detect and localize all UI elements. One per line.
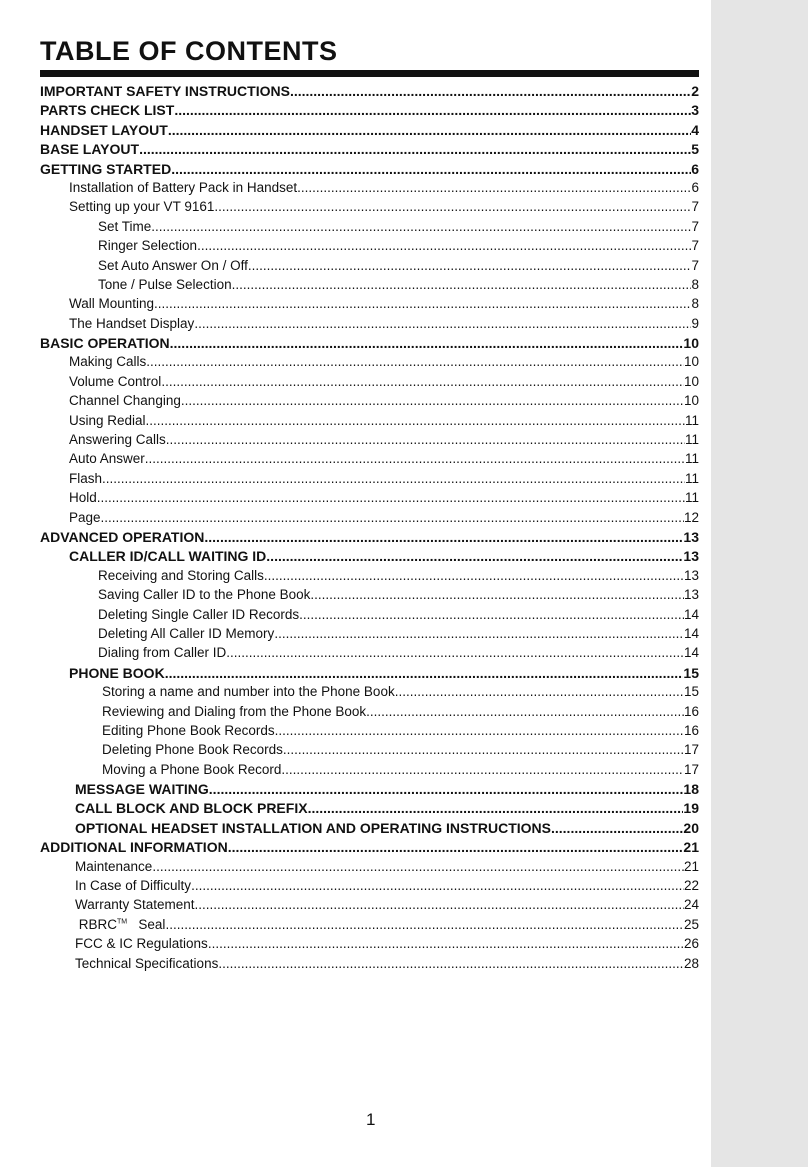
toc-leader-dots xyxy=(170,335,684,351)
toc-entry[interactable] xyxy=(40,141,699,160)
toc-entry-page: 7 xyxy=(691,238,699,254)
toc-entry-page: 11 xyxy=(684,490,699,506)
toc-entry-page: 12 xyxy=(683,509,699,525)
toc-entry-label: Flash xyxy=(69,470,103,486)
toc-entry-page: 17 xyxy=(683,761,699,777)
toc-entry-label: Dialing from Caller ID xyxy=(98,645,227,661)
toc-entry-page: 13 xyxy=(683,548,699,565)
toc-entry-label: GETTING STARTED xyxy=(40,160,172,177)
toc-entry-page: 8 xyxy=(691,296,699,312)
toc-entry[interactable] xyxy=(40,296,699,315)
toc-entry[interactable] xyxy=(40,490,699,509)
toc-entry-label: OPTIONAL HEADSET INSTALLATION AND OPERATING INSTRUCTIONS xyxy=(75,819,551,836)
toc-entry-page: 7 xyxy=(691,257,699,273)
toc-entry-page: 11 xyxy=(684,412,699,428)
toc-entry[interactable] xyxy=(40,839,699,858)
toc-entry[interactable] xyxy=(40,122,699,141)
toc-leader-dots xyxy=(165,917,684,932)
toc-leader-dots xyxy=(165,665,684,681)
toc-entry[interactable] xyxy=(40,548,699,567)
toc-leader-dots xyxy=(226,645,684,660)
toc-entry-page: 14 xyxy=(683,606,699,622)
toc-entry-page: 24 xyxy=(683,897,699,913)
toc-entry-label: Volume Control xyxy=(69,373,162,389)
page-title: TABLE OF CONTENTS xyxy=(40,36,338,66)
toc-entry-label: Editing Phone Book Records xyxy=(102,722,275,738)
toc-entry[interactable] xyxy=(40,432,699,451)
toc-entry[interactable] xyxy=(40,161,699,180)
toc-leader-dots xyxy=(166,432,685,447)
toc-entry-label: Saving Caller ID to the Phone Book xyxy=(98,587,311,603)
toc-entry-page: 17 xyxy=(683,742,699,758)
toc-entry[interactable] xyxy=(40,859,699,878)
toc-entry-page: 8 xyxy=(691,276,699,292)
toc-entry-page: 16 xyxy=(683,722,699,738)
toc-leader-dots xyxy=(181,393,684,408)
table-of-contents xyxy=(40,83,699,975)
toc-leader-dots xyxy=(218,956,684,971)
toc-entry[interactable] xyxy=(40,665,699,684)
toc-entry-label: Set Time xyxy=(98,218,152,234)
toc-entry-label: BASIC OPERATION xyxy=(40,335,170,352)
toc-entry-page: 15 xyxy=(683,664,699,681)
toc-leader-dots xyxy=(151,219,691,234)
toc-entry-label: ADDITIONAL INFORMATION xyxy=(40,839,228,856)
toc-leader-dots xyxy=(299,607,684,622)
toc-entry[interactable] xyxy=(40,510,699,529)
toc-entry[interactable] xyxy=(40,762,699,781)
toc-entry-label: PARTS CHECK LIST xyxy=(40,102,175,119)
toc-entry-label: IMPORTANT SAFETY INSTRUCTIONS xyxy=(40,83,290,99)
toc-leader-dots xyxy=(366,704,684,719)
page-number: 1 xyxy=(366,1110,376,1129)
toc-entry-label: Deleting Single Caller ID Records xyxy=(98,606,300,622)
title-rule xyxy=(40,70,699,77)
toc-leader-dots xyxy=(266,548,683,564)
toc-entry[interactable] xyxy=(40,316,699,335)
toc-leader-dots xyxy=(264,568,684,583)
toc-entry-page: 28 xyxy=(683,955,699,971)
side-margin-strip xyxy=(711,0,808,1167)
toc-entry-page: 16 xyxy=(683,703,699,719)
toc-leader-dots xyxy=(194,316,691,331)
toc-entry[interactable] xyxy=(40,413,699,432)
toc-leader-dots xyxy=(208,936,684,951)
toc-entry[interactable] xyxy=(40,917,699,936)
toc-leader-dots xyxy=(154,296,691,311)
toc-entry[interactable] xyxy=(40,568,699,587)
toc-leader-dots xyxy=(214,199,691,214)
toc-entry[interactable] xyxy=(40,199,699,218)
seal-label: Seal xyxy=(138,916,166,932)
toc-entry[interactable] xyxy=(40,607,699,626)
toc-entry-page: 14 xyxy=(683,625,699,641)
toc-entry-page: 13 xyxy=(683,528,699,545)
toc-entry-label: The Handset Display xyxy=(69,315,195,331)
toc-entry[interactable] xyxy=(40,723,699,742)
toc-entry[interactable] xyxy=(40,956,699,975)
toc-leader-dots xyxy=(275,723,684,738)
toc-entry-label: Answering Calls xyxy=(69,432,166,448)
toc-entry-page: 10 xyxy=(683,354,699,370)
toc-entry[interactable] xyxy=(40,587,699,606)
toc-leader-dots xyxy=(274,626,684,641)
toc-entry-label: ADVANCED OPERATION xyxy=(40,528,205,545)
toc-entry-page: 20 xyxy=(683,819,699,836)
toc-entry-label: FCC & IC Regulations xyxy=(75,936,208,952)
toc-entry-label: Wall Mounting xyxy=(69,296,155,312)
toc-entry-page: 10 xyxy=(683,373,699,389)
toc-entry[interactable] xyxy=(40,374,699,393)
toc-entry-label: Page xyxy=(69,509,101,525)
toc-entry-label: Technical Specifications xyxy=(75,955,219,971)
toc-leader-dots xyxy=(97,490,685,505)
toc-entry-label: Deleting All Caller ID Memory xyxy=(98,625,275,641)
toc-entry-label: Auto Answer xyxy=(69,451,145,467)
toc-entry-page: 5 xyxy=(691,141,699,158)
toc-entry-page: 13 xyxy=(683,567,699,583)
toc-entry[interactable] xyxy=(40,645,699,664)
toc-entry-page: 25 xyxy=(683,916,699,932)
toc-entry[interactable] xyxy=(40,684,699,703)
toc-entry[interactable] xyxy=(40,820,699,839)
toc-entry-label: Hold xyxy=(69,490,97,506)
toc-entry-label: Maintenance xyxy=(75,858,153,874)
toc-leader-dots xyxy=(290,83,691,99)
toc-entry-label: PHONE BOOK xyxy=(69,664,165,681)
toc-entry-page: 4 xyxy=(691,121,699,138)
rbrc-label: RBRC xyxy=(78,916,118,932)
toc-entry[interactable] xyxy=(40,219,699,238)
toc-entry-page: 3 xyxy=(691,102,699,119)
toc-leader-dots xyxy=(204,529,683,545)
trademark-mark: TM xyxy=(117,918,128,926)
toc-entry[interactable] xyxy=(40,800,699,819)
toc-entry-page: 14 xyxy=(683,645,699,661)
toc-entry-label: Reviewing and Dialing from the Phone Book xyxy=(102,703,367,719)
toc-leader-dots xyxy=(395,684,684,699)
toc-entry-label: Warranty Statement xyxy=(75,897,195,913)
toc-entry-page: 10 xyxy=(683,335,699,352)
toc-entry-label: Setting up your VT 9161 xyxy=(69,199,215,215)
toc-entry-label: Installation of Battery Pack in Handset xyxy=(69,179,298,195)
toc-entry[interactable] xyxy=(40,83,699,102)
toc-leader-dots xyxy=(308,800,684,816)
toc-entry-label: HANDSET LAYOUT xyxy=(40,121,168,138)
toc-entry-page: 11 xyxy=(684,451,699,467)
toc-entry[interactable] xyxy=(40,238,699,257)
toc-entry[interactable] xyxy=(40,781,699,800)
toc-entry-label: Moving a Phone Book Record xyxy=(102,761,282,777)
toc-entry-page: 21 xyxy=(683,858,699,874)
toc-leader-dots xyxy=(209,781,684,797)
toc-entry-page: 19 xyxy=(683,800,699,817)
toc-leader-dots xyxy=(232,277,692,292)
toc-entry-page: 9 xyxy=(691,315,699,331)
toc-entry[interactable] xyxy=(40,393,699,412)
toc-entry-label: Making Calls xyxy=(69,354,147,370)
toc-entry-label: Ringer Selection xyxy=(98,238,198,254)
toc-leader-dots xyxy=(101,510,684,525)
toc-entry-page: 21 xyxy=(683,839,699,856)
toc-leader-dots xyxy=(195,897,684,912)
toc-entry-label xyxy=(75,917,165,932)
toc-entry-page: 6 xyxy=(691,160,699,177)
toc-entry[interactable] xyxy=(40,335,699,354)
toc-entry-label: MESSAGE WAITING xyxy=(75,781,209,798)
toc-entry[interactable] xyxy=(40,354,699,373)
toc-entry-page: 11 xyxy=(684,432,699,448)
toc-entry-page: 2 xyxy=(691,83,699,99)
toc-leader-dots xyxy=(228,839,684,855)
toc-leader-dots xyxy=(191,878,684,893)
toc-leader-dots xyxy=(139,141,691,157)
toc-entry[interactable] xyxy=(40,626,699,645)
toc-entry-page: 11 xyxy=(684,470,699,486)
toc-entry[interactable] xyxy=(40,277,699,296)
toc-leader-dots xyxy=(145,451,685,466)
toc-entry-label: Receiving and Storing Calls xyxy=(98,567,264,583)
toc-entry-label: Storing a name and number into the Phone Book xyxy=(102,684,395,700)
toc-entry[interactable] xyxy=(40,451,699,470)
toc-entry-page: 15 xyxy=(683,684,699,700)
toc-entry-page: 6 xyxy=(691,179,699,195)
toc-leader-dots xyxy=(297,180,691,195)
toc-entry-label: Tone / Pulse Selection xyxy=(98,276,232,292)
toc-entry[interactable] xyxy=(40,936,699,955)
toc-leader-dots xyxy=(171,161,691,177)
toc-entry[interactable] xyxy=(40,704,699,723)
toc-leader-dots xyxy=(310,587,684,602)
toc-entry-label: CALL BLOCK AND BLOCK PREFIX xyxy=(75,800,308,817)
toc-entry[interactable] xyxy=(40,742,699,761)
toc-entry[interactable] xyxy=(40,258,699,277)
toc-entry-label: BASE LAYOUT xyxy=(40,141,140,158)
toc-leader-dots xyxy=(161,374,684,389)
toc-leader-dots xyxy=(152,859,684,874)
toc-leader-dots xyxy=(146,413,685,428)
toc-entry-page: 7 xyxy=(691,218,699,234)
toc-entry[interactable] xyxy=(40,471,699,490)
toc-leader-dots xyxy=(102,471,685,486)
toc-entry[interactable] xyxy=(40,878,699,897)
toc-entry-page: 7 xyxy=(691,199,699,215)
toc-leader-dots xyxy=(197,238,691,253)
toc-entry-label: Channel Changing xyxy=(69,393,181,409)
toc-entry-label: CALLER ID/CALL WAITING ID xyxy=(69,548,267,565)
toc-entry-label: Deleting Phone Book Records xyxy=(102,742,283,758)
toc-leader-dots xyxy=(283,742,684,757)
toc-entry-page: 13 xyxy=(683,587,699,603)
toc-leader-dots xyxy=(174,102,691,118)
toc-entry-label: Using Redial xyxy=(69,412,146,428)
toc-entry[interactable] xyxy=(40,897,699,916)
toc-entry-label: In Case of Difficulty xyxy=(75,878,192,894)
toc-leader-dots xyxy=(281,762,684,777)
toc-leader-dots xyxy=(146,354,684,369)
toc-entry[interactable] xyxy=(40,102,699,121)
toc-leader-dots xyxy=(551,820,683,836)
toc-entry-page: 26 xyxy=(683,936,699,952)
toc-entry-page: 18 xyxy=(683,781,699,798)
toc-entry-page: 10 xyxy=(683,393,699,409)
toc-entry-page: 22 xyxy=(683,878,699,894)
toc-entry-label: Set Auto Answer On / Off xyxy=(98,257,248,273)
toc-leader-dots xyxy=(248,258,692,273)
toc-entry[interactable] xyxy=(40,180,699,199)
toc-leader-dots xyxy=(168,122,691,138)
toc-entry[interactable] xyxy=(40,529,699,548)
